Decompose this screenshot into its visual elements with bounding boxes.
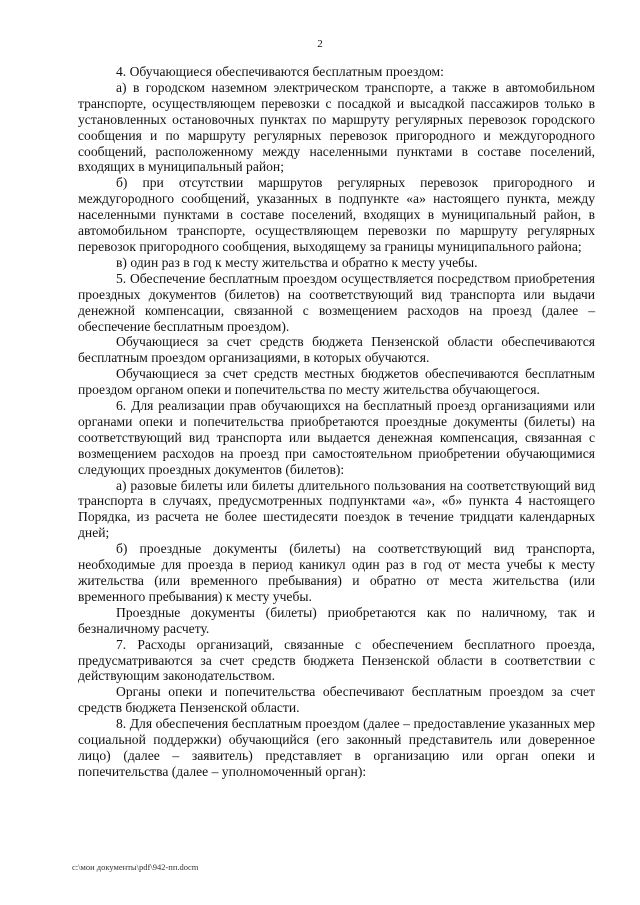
paragraph-4v: в) один раз в год к месту жительства и обратно к месту учебы. [116, 254, 478, 270]
paragraph-4b: б) при отсутствии маршрутов регулярных перевозок пригородного и междугородного сообщений, указанных в подпункте «а» настоящего пункта, между населенными пунктами в составе поселений, входящих в муниципальный район, в автомобильном транспорте, осуществляющем перевозки по маршруту регулярных перевозок пригородного сообщения, выходящему за границы муниципального района; [78, 175, 595, 254]
paragraph-7: 7. Расходы организаций, связанные с обеспечением бесплатного проезда, предусматриваются за счет средств бюджета Пензенской области в соответствии с действующим законодательством. [78, 636, 595, 684]
page-number: 2 [317, 38, 323, 50]
paragraph-6-payment: Проездные документы (билеты) приобретаются как по наличному, так и безналичному расчету. [78, 604, 595, 636]
paragraph-5-local: Обучающиеся за счет средств местных бюджетов обеспечиваются бесплатным проездом органом опеки и попечительства по месту жительства обучающегося. [78, 366, 595, 398]
paragraph-4-heading: 4. Обучающиеся обеспечиваются бесплатным проездом: [116, 64, 444, 79]
paragraph-4a: а) в городском наземном электрическом транспорте, а также в автомобильном транспорте, осуществляющем перевозки с посадкой и высадкой пассажиров только в установленных остановочных пунктах по маршруту регулярных перевозок городского сообщения и по маршруту регулярных перевозок пригородного и междугородного сообщений, расположенному между населенными пунктами в составе поселений, входящих в муниципальный район; [78, 79, 595, 175]
paragraph-6a: а) разовые билеты или билеты длительного пользования на соответствующий вид транспорта в случаях, предусмотренных подпунктами «а», «б» пункта 4 настоящего Порядка, из расчета не более шестидесяти поездок в течение тридцати календарных дней; [78, 477, 595, 541]
paragraph-8: 8. Для обеспечения бесплатным проездом (далее – предоставление указанных мер социальной поддержки) обучающийся (его законный представитель или доверенное лицо) (далее – заявитель) представляет в организацию или орган опеки и попечительства (далее – уполномоченный орган): [78, 716, 595, 779]
paragraph-6b: б) проездные документы (билеты) на соответствующий вид транспорта, необходимые для проезда в период каникул один раз в год от места учебы к месту жительства (или временного пребывания) и обратно от места жительства (или временного пребывания) к месту учебы. [78, 541, 595, 604]
paragraph-5: 5. Обеспечение бесплатным проездом осуществляется посредством приобретения проездных документов (билетов) на соответствующий вид транспорта или выдачи денежной компенсации, связанной с возмещением расходов на проезд (далее – обеспечение бесплатным проездом). [78, 270, 595, 334]
document-body [78, 64, 595, 780]
paragraph-5-regional: Обучающиеся за счет средств бюджета Пензенской области обеспечиваются бесплатным проездом организациями, в которых обучаются. [78, 334, 595, 366]
footer-file-path: c:\мои документы\pdf\942-пп.docm [72, 862, 199, 872]
paragraph-7-guardianship: Органы опеки и попечительства обеспечивают бесплатным проездом за счет средств бюджета Пензенской области. [78, 684, 595, 716]
paragraph-6: 6. Для реализации прав обучающихся на бесплатный проезд организациями или органами опеки и попечительства приобретаются проездные документы (билеты) на соответствующий вид транспорта или выдается денежная компенсация, связанная с возмещением расходов на проезд при самостоятельном приобретении обучающимися следующих проездных документов (билетов): [78, 398, 595, 477]
